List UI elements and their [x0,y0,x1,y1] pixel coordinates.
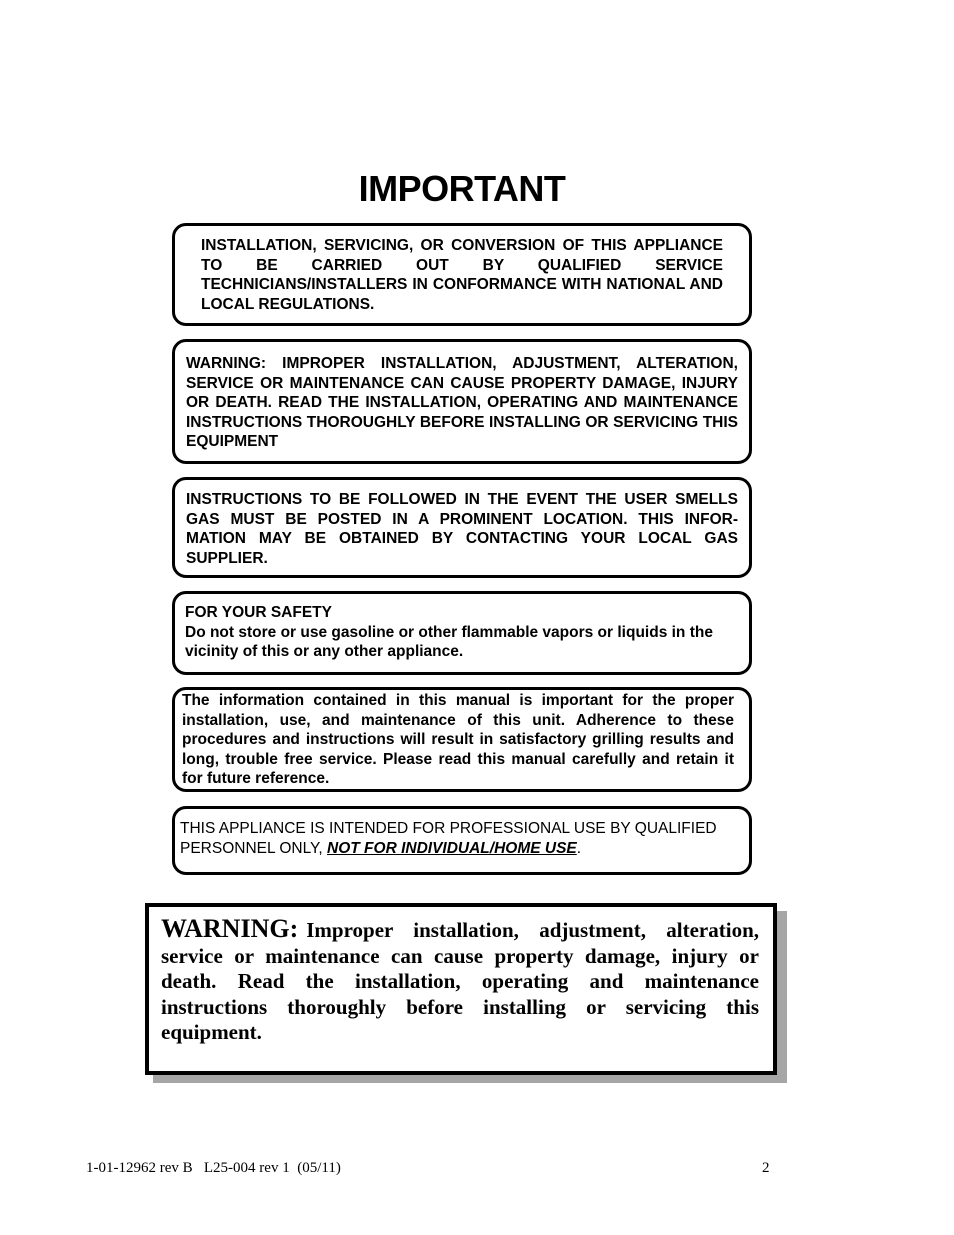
professional-use-lead: THIS APPLIANCE IS INTENDED FOR PROFESSIONAL USE BY QUALIFIED PERSONNEL ONLY, [180,820,717,857]
installation-notice-text: INSTALLATION, SERVICING, OR CONVERSION OF THIS APPLIANCE TO BE CARRIED OUT BY QUALIFIED SERVICE TECHNICIANS/INSTALLERS IN CONFORMANCE WITH NATIONAL AND LOCAL REGULATIONS. [201,237,723,313]
safety-heading: FOR YOUR SAFETY [185,604,332,621]
manual-info-notice [172,687,752,792]
warning-notice [172,339,752,464]
manual-info-text: The information contained in this manual is important for the proper installation, use, and maintenance of this unit. Adherence to these procedures and instructions will result in satisfactory grilling results and long, trouble free service. Please read this manual carefully and retain it for future reference. [182,692,734,787]
professional-use-end: . [576,839,582,857]
warning-box [145,903,777,1075]
professional-use-notice [172,806,752,875]
installation-notice [172,223,752,326]
gas-smell-notice-text: INSTRUCTIONS TO BE FOLLOWED IN THE EVENT THE USER SMELLS GAS MUST BE POSTED IN A PROMINENT LOCATION. THIS INFOR-MATION MAY BE OBTAINED BY CONTACTING YOUR LOCAL GAS SUPPLIER. [186,491,738,567]
document-id: 1-01-12962 rev B L25-004 rev 1 (05/11) [86,1160,341,1176]
safety-notice-text: Do not store or use gasoline or other flammable vapors or liquids in the vicinity of this or any other appliance. [185,623,713,660]
warning-box-text: Improper installation, adjustment, alteration, service or maintenance can cause property damage, injury or death. Read the installation, operating and maintenance instructions thoroughly before installing or servicing this equipment. [161,918,759,1044]
safety-notice [172,591,752,675]
gas-smell-notice [172,477,752,578]
professional-use-emphasis: NOT FOR INDIVIDUAL/HOME USE [327,839,577,857]
page-number: 2 [762,1160,770,1176]
page-title: IMPORTANT [358,168,566,209]
professional-use-text [180,819,745,858]
warning-notice-text: WARNING: IMPROPER INSTALLATION, ADJUSTMENT, ALTERATION, SERVICE OR MAINTENANCE CAN CAUSE PROPERTY DAMAGE, INJURY OR DEATH. READ THE INSTALLATION, OPERATING AND MAINTENANCE INSTRUCTIONS THOROUGHLY BEFORE INSTALLING OR SERVICING THIS EQUIPMENT [186,355,738,450]
warning-box-lead: WARNING: [161,914,299,943]
